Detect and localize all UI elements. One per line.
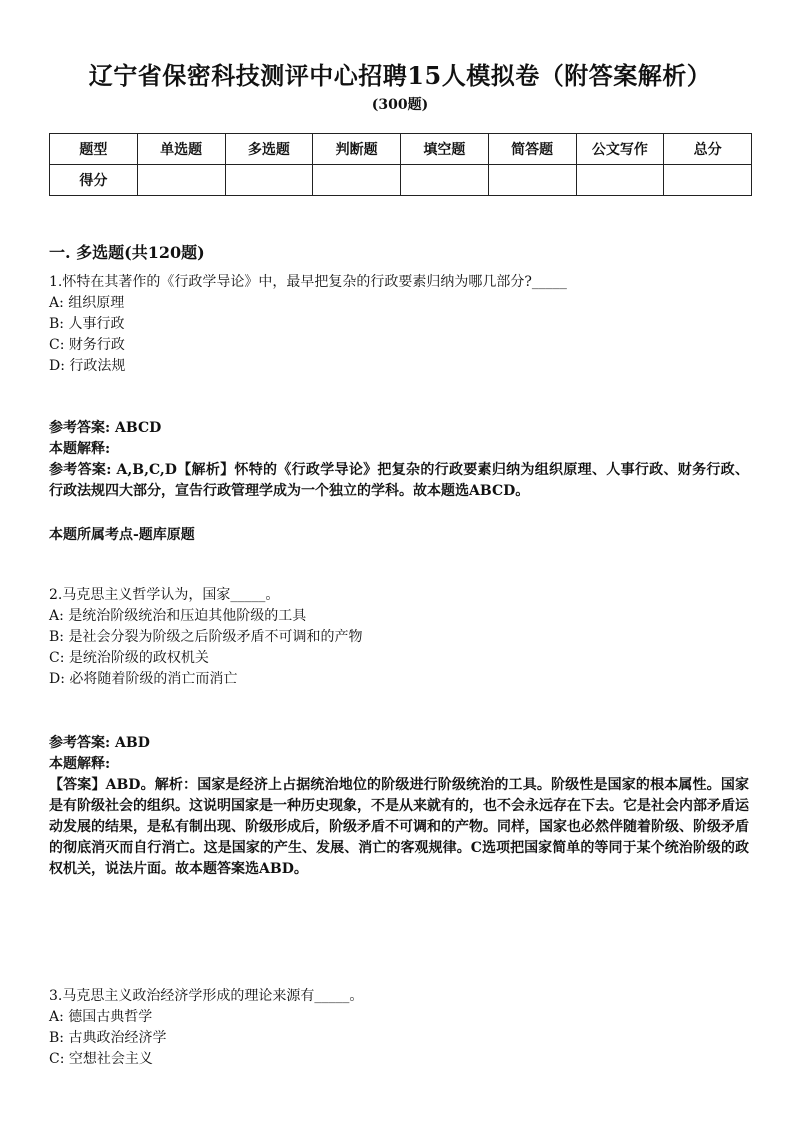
score-cell: [664, 165, 752, 196]
option-d: D: 必将随着阶级的消亡而消亡: [49, 671, 238, 687]
score-cell: [488, 165, 576, 196]
header-cell-writing: 公文写作: [576, 134, 664, 165]
option-a: A: 组织原理: [49, 295, 125, 311]
option-c: C: 空想社会主义: [49, 1051, 153, 1067]
option-a: A: 德国古典哲学: [49, 1009, 153, 1025]
score-cell: [401, 165, 489, 196]
section-heading: 一. 多选题(共120题): [49, 243, 205, 262]
question-stem: 2.马克思主义哲学认为，国家_____。: [49, 587, 280, 603]
question-stem: 3.马克思主义政治经济学形成的理论来源有_____。: [49, 988, 364, 1004]
score-table-score-row: [50, 165, 752, 196]
option-b: B: 是社会分裂为阶级之后阶级矛盾不可调和的产物: [49, 629, 363, 645]
question-count: (300题): [371, 97, 429, 113]
header-cell-type: 题型: [50, 134, 138, 165]
header-cell-total: 总分: [664, 134, 752, 165]
header-cell-judge: 判断题: [313, 134, 401, 165]
reference-answer: 参考答案: ABD: [49, 735, 150, 751]
option-b: B: 人事行政: [49, 316, 125, 332]
document-title: 辽宁省保密科技测评中心招聘15人模拟卷（附答案解析）: [88, 61, 712, 90]
option-a: A: 是统治阶级统治和压迫其他阶级的工具: [49, 608, 307, 624]
option-d: D: 行政法规: [49, 358, 126, 374]
header-cell-fill: 填空题: [401, 134, 489, 165]
score-table-header-row: [50, 134, 752, 165]
score-cell: [576, 165, 664, 196]
header-cell-short: 简答题: [488, 134, 576, 165]
score-table: [49, 133, 752, 196]
score-cell: [225, 165, 313, 196]
header-cell-single: 单选题: [137, 134, 225, 165]
question-2: [49, 585, 749, 690]
source-note-text: 本题所属考点-题库原题: [49, 527, 195, 543]
question-stem: 1.怀特在其著作的《行政学导论》中，最早把复杂的行政要素归纳为哪几部分?_____: [49, 274, 567, 290]
explanation-text: 参考答案: A,B,C,D【解析】怀特的《行政学导论》把复杂的行政要素归纳为组织原理、人事行政、财务行政、行政法规四大部分，宣告行政管理学成为一个独立的学科。故本题选ABCD。: [49, 462, 749, 499]
header-cell-multi: 多选题: [225, 134, 313, 165]
option-c: C: 是统治阶级的政权机关: [49, 650, 209, 666]
source-note: [49, 525, 749, 546]
option-c: C: 财务行政: [49, 337, 125, 353]
explanation-label: 本题解释:: [49, 441, 111, 457]
answer-block-1: [49, 418, 749, 502]
question-1: [49, 272, 749, 377]
option-b: B: 古典政治经济学: [49, 1030, 167, 1046]
score-cell: [313, 165, 401, 196]
score-cell: [137, 165, 225, 196]
explanation-text: 【答案】ABD。解析：国家是经济上占据统治地位的阶级进行阶级统治的工具。阶级性是国家的根本属性。国家是有阶级社会的组织。这说明国家是一种历史现象，不是从来就有的，也不会永远存在下去。它是社会内部矛盾运动发展的结果，是私有制出现、阶级形成后，阶级矛盾不可调和的产物。同样，国家也必然伴随着阶级、阶级矛盾的彻底消灭而自行消亡。这是国家的产生、发展、消亡的客观规律。C选项把国家简单的等同于某个统治阶级的政权机关，说法片面。故本题答案选ABD。: [49, 777, 749, 877]
explanation-label: 本题解释:: [49, 756, 111, 772]
score-row-label: 得分: [50, 165, 138, 196]
reference-answer: 参考答案: ABCD: [49, 420, 162, 436]
question-3: [49, 986, 749, 1070]
answer-block-2: [49, 733, 749, 880]
